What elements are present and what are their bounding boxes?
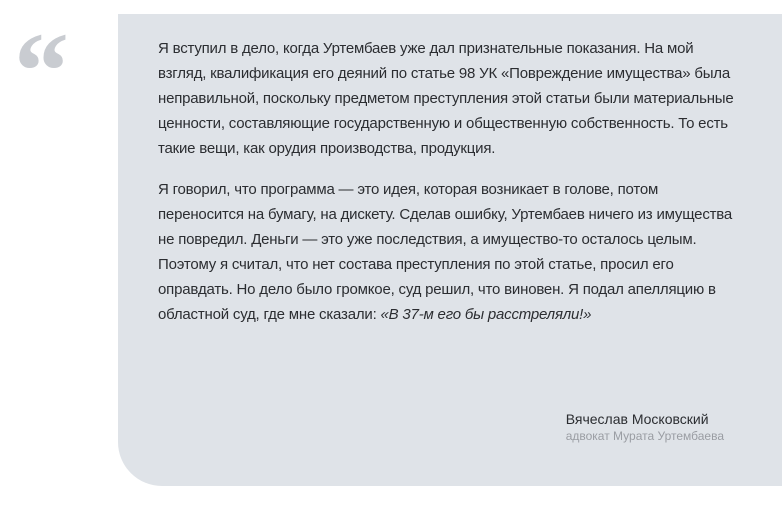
quote-card <box>118 14 782 486</box>
author-name: Вячеслав Московский <box>565 411 709 427</box>
quote-paragraph-2-text: Я говорил, что программа — это идея, которая возникает в голове, потом переносится на бумагу, на дискету. Сделав ошибку, Уртембаев ничего из имущества не повредил. Деньги — это уже последствия, а имущество-то осталось целым. Поэтому я считал, что нет состава преступления по этой статье, просил его оправдать. Но дело было громкое, суд решил, что виновен. Я подал апелляцию в областной суд, где мне сказали: <box>158 181 733 323</box>
quote-paragraph-1: Я вступил в дело, когда Уртембаев уже дал признательные показания. На мой взгляд, квалификация его деяний по статье 98 УК «Повреждение имущества» была неправильной, поскольку предметом преступления этой статьи были материальные ценности, составляющие государственную и общественную собственность. То есть такие вещи, как орудия производства, продукция. <box>158 40 734 157</box>
author-block <box>566 410 724 444</box>
author-role: адвокат Мурата Уртембаева <box>565 429 724 443</box>
quote-emphasis: «В 37-м его бы расстреляли!» <box>380 306 592 323</box>
quote-paragraph-2 <box>158 177 742 327</box>
quote-mark-icon: “ <box>14 10 69 132</box>
